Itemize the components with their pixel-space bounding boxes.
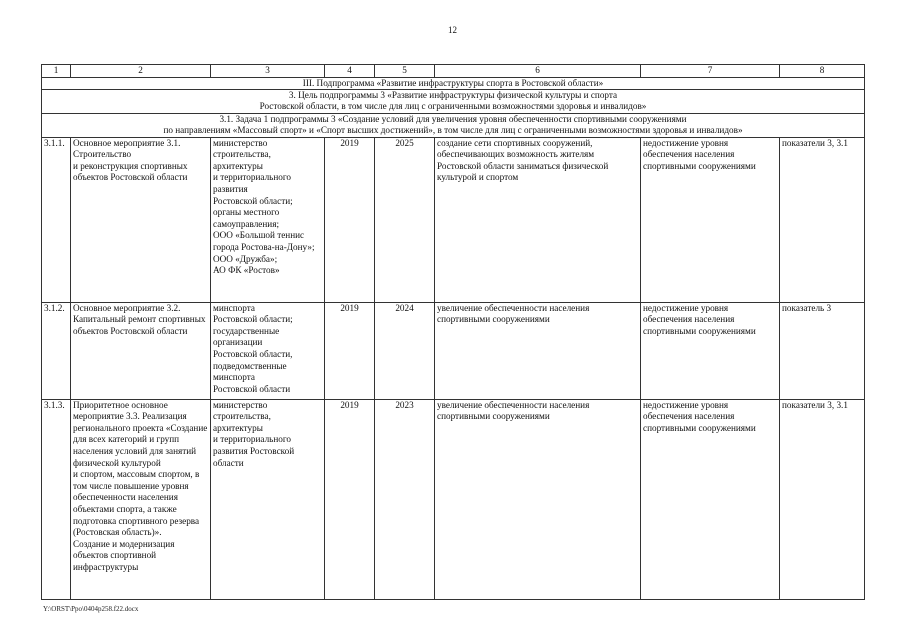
start-year: 2019 — [325, 137, 375, 302]
row-number: 3.1.2. — [42, 302, 71, 399]
goal-text: 3. Цель подпрограммы 3 «Развитие инфраструктуры физической культуры и спорта Ростовской области, в том числе для лиц с ограниченными возможностями здоровья и инвалидов» — [42, 90, 865, 114]
col-header: 2 — [71, 65, 211, 78]
col-header: 1 — [42, 65, 71, 78]
expected-result: создание сети спортивных сооружений, обеспечивающих возможность жителям Ростовской области заниматься физической культурой и спортом — [435, 137, 641, 302]
file-path-footer: Y:\ORST\Ppo\0404p258.f22.docx — [43, 605, 139, 613]
measures-table — [41, 64, 865, 600]
indicators: показатель 3 — [780, 302, 865, 399]
executor: минспорта Ростовской области; государственные организации Ростовской области, подведомственные минспорта Ростовской области — [211, 302, 325, 399]
col-header: 3 — [211, 65, 325, 78]
table-row — [42, 302, 865, 399]
expected-result: увеличение обеспеченности населения спортивными сооружениями — [435, 302, 641, 399]
row-number: 3.1.3. — [42, 399, 71, 599]
executor: министерство строительства, архитектуры и территориального развития Ростовской области; органы местного самоуправления; ООО «Большой теннис города Ростова-на-Дону»; ООО «Дружба»; АО ФК «Ростов» — [211, 137, 325, 302]
indicators: показатели 3, 3.1 — [780, 399, 865, 599]
column-number-row — [42, 65, 865, 78]
col-header: 4 — [325, 65, 375, 78]
executor: министерство строительства, архитектуры и территориального развития Ростовской области — [211, 399, 325, 599]
start-year: 2019 — [325, 399, 375, 599]
start-year: 2019 — [325, 302, 375, 399]
col-header: 7 — [641, 65, 780, 78]
table-row — [42, 399, 865, 599]
subprogram-row — [42, 77, 865, 89]
end-year: 2025 — [375, 137, 435, 302]
col-header: 6 — [435, 65, 641, 78]
col-header: 5 — [375, 65, 435, 78]
expected-result: увеличение обеспеченности населения спортивными сооружениями — [435, 399, 641, 599]
task-row — [42, 113, 865, 137]
end-year: 2024 — [375, 302, 435, 399]
goal-row — [42, 90, 865, 114]
col-header: 8 — [780, 65, 865, 78]
indicators: показатели 3, 3.1 — [780, 137, 865, 302]
subprogram-title: III. Подпрограмма «Развитие инфраструктуры спорта в Ростовской области» — [42, 77, 865, 89]
row-number: 3.1.1. — [42, 137, 71, 302]
consequence: недостижение уровня обеспечения населения спортивными сооружениями — [641, 302, 780, 399]
measure-name: Основное мероприятие 3.1. Строительство и реконструкция спортивных объектов Ростовской области — [71, 137, 211, 302]
consequence: недостижение уровня обеспечения населения спортивными сооружениями — [641, 399, 780, 599]
end-year: 2023 — [375, 399, 435, 599]
page-number: 12 — [448, 25, 457, 35]
measure-name: Основное мероприятие 3.2. Капитальный ремонт спортивных объектов Ростовской области — [71, 302, 211, 399]
measure-name: Приоритетное основное мероприятие 3.3. Реализация регионального проекта «Создание для всех категорий и групп населения условий для занятий физической культурой и спортом, массовым спортом, в том числе повышение уровня обеспеченности населения объектами спорта, а также подготовка спортивного резерва (Ростовская область)». Создание и модернизация объектов спортивной инфраструктуры — [71, 399, 211, 599]
task-text: 3.1. Задача 1 подпрограммы 3 «Создание условий для увеличения уровня обеспеченности спортивными сооружениями по направлениям «Массовый спорт» и «Спорт высших достижений», в том числе для лиц с ограниченными возможностями здоровья и инвалидов» — [42, 113, 865, 137]
table-row — [42, 137, 865, 302]
consequence: недостижение уровня обеспечения населения спортивными сооружениями — [641, 137, 780, 302]
